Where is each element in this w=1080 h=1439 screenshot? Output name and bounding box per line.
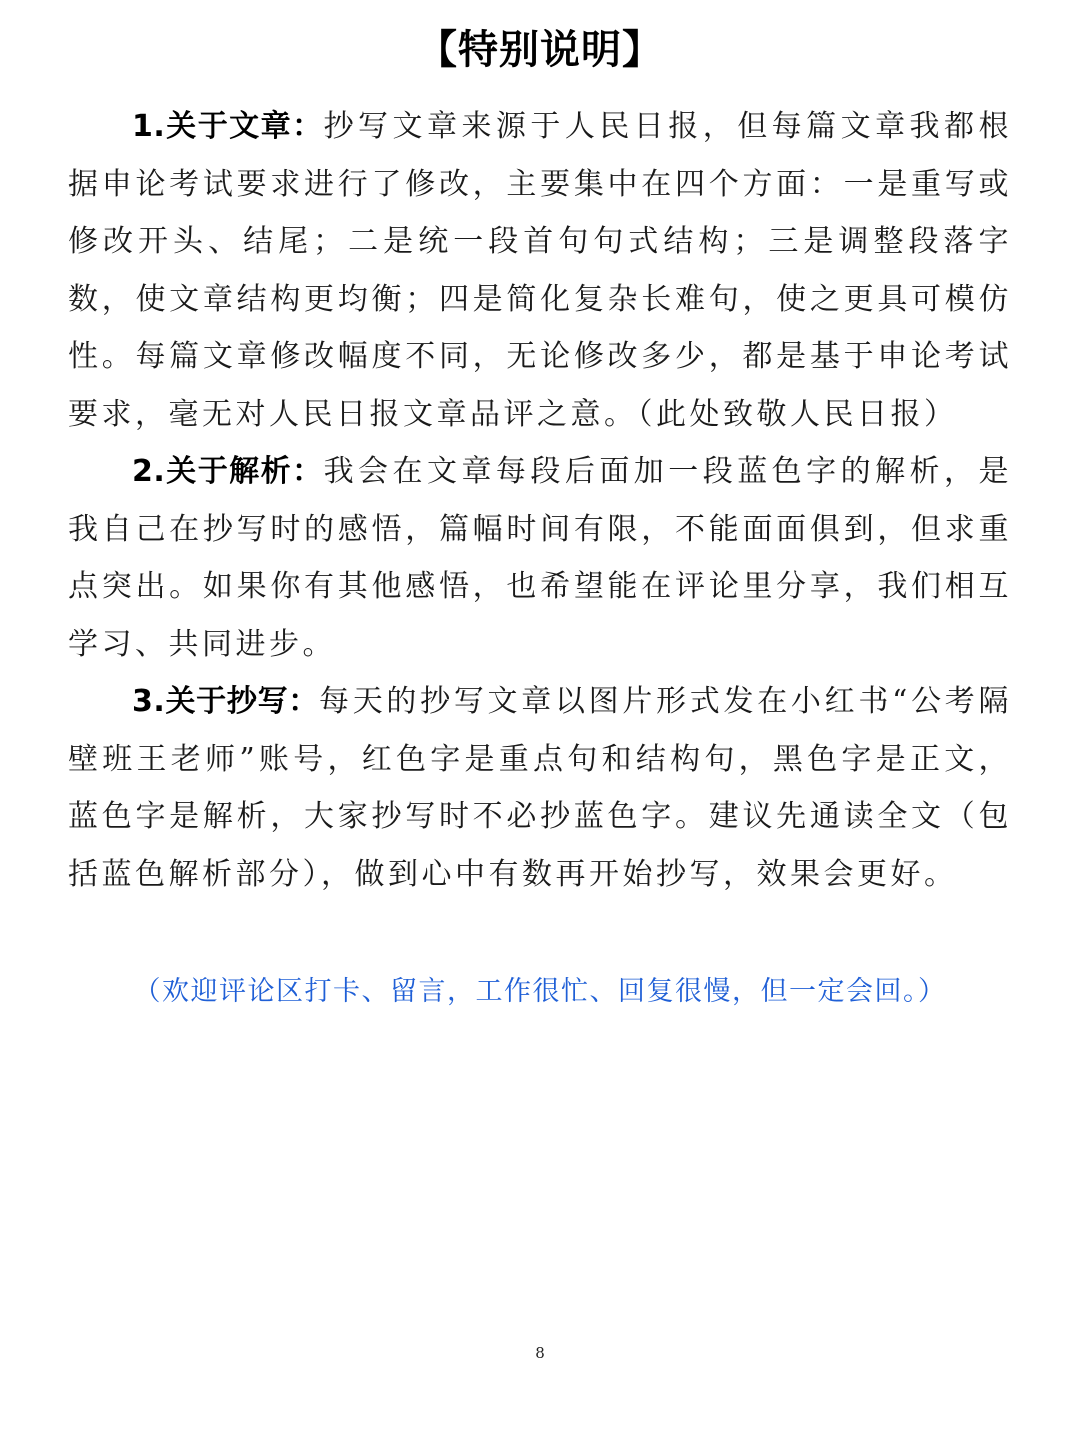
- section-heading: 3.关于抄写：: [132, 684, 320, 719]
- section-text: 每天的抄写文章以图片形式发在小红书“公考隔壁班王老师”账号，红色字是重点句和结构句，黑色字是正文，蓝色字是解析，大家抄写时不必抄蓝色字。建议先通读全文（包括蓝色解析部分），做到心中有数再开始抄写，效果会更好。: [68, 684, 1012, 892]
- comment-note: （欢迎评论区打卡、留言，工作很忙、回复很慢，但一定会回。）: [133, 976, 947, 1007]
- section-about-article: [68, 98, 1012, 443]
- section-heading: 2.关于解析：: [132, 454, 324, 489]
- page-number: 8: [535, 1344, 545, 1362]
- section-heading: 1.关于文章：: [132, 109, 324, 144]
- section-about-analysis: [68, 443, 1012, 673]
- content-body: [68, 98, 1012, 903]
- page-title: 【特别说明】: [417, 27, 663, 73]
- section-text: 抄写文章来源于人民日报，但每篇文章我都根据申论考试要求进行了修改，主要集中在四个方面：一是重写或修改开头、结尾；二是统一段首句句式结构；三是调整段落字数，使文章结构更均衡；四是简化复杂长难句，使之更具可模仿性。每篇文章修改幅度不同，无论修改多少，都是基于申论考试要求，毫无对人民日报文章品评之意。（此处致敬人民日报）: [68, 109, 1012, 432]
- section-text: 我会在文章每段后面加一段蓝色字的解析，是我自己在抄写时的感悟，篇幅时间有限，不能面面俱到，但求重点突出。如果你有其他感悟，也希望能在评论里分享，我们相互学习、共同进步。: [68, 454, 1012, 662]
- section-about-copying: [68, 673, 1012, 903]
